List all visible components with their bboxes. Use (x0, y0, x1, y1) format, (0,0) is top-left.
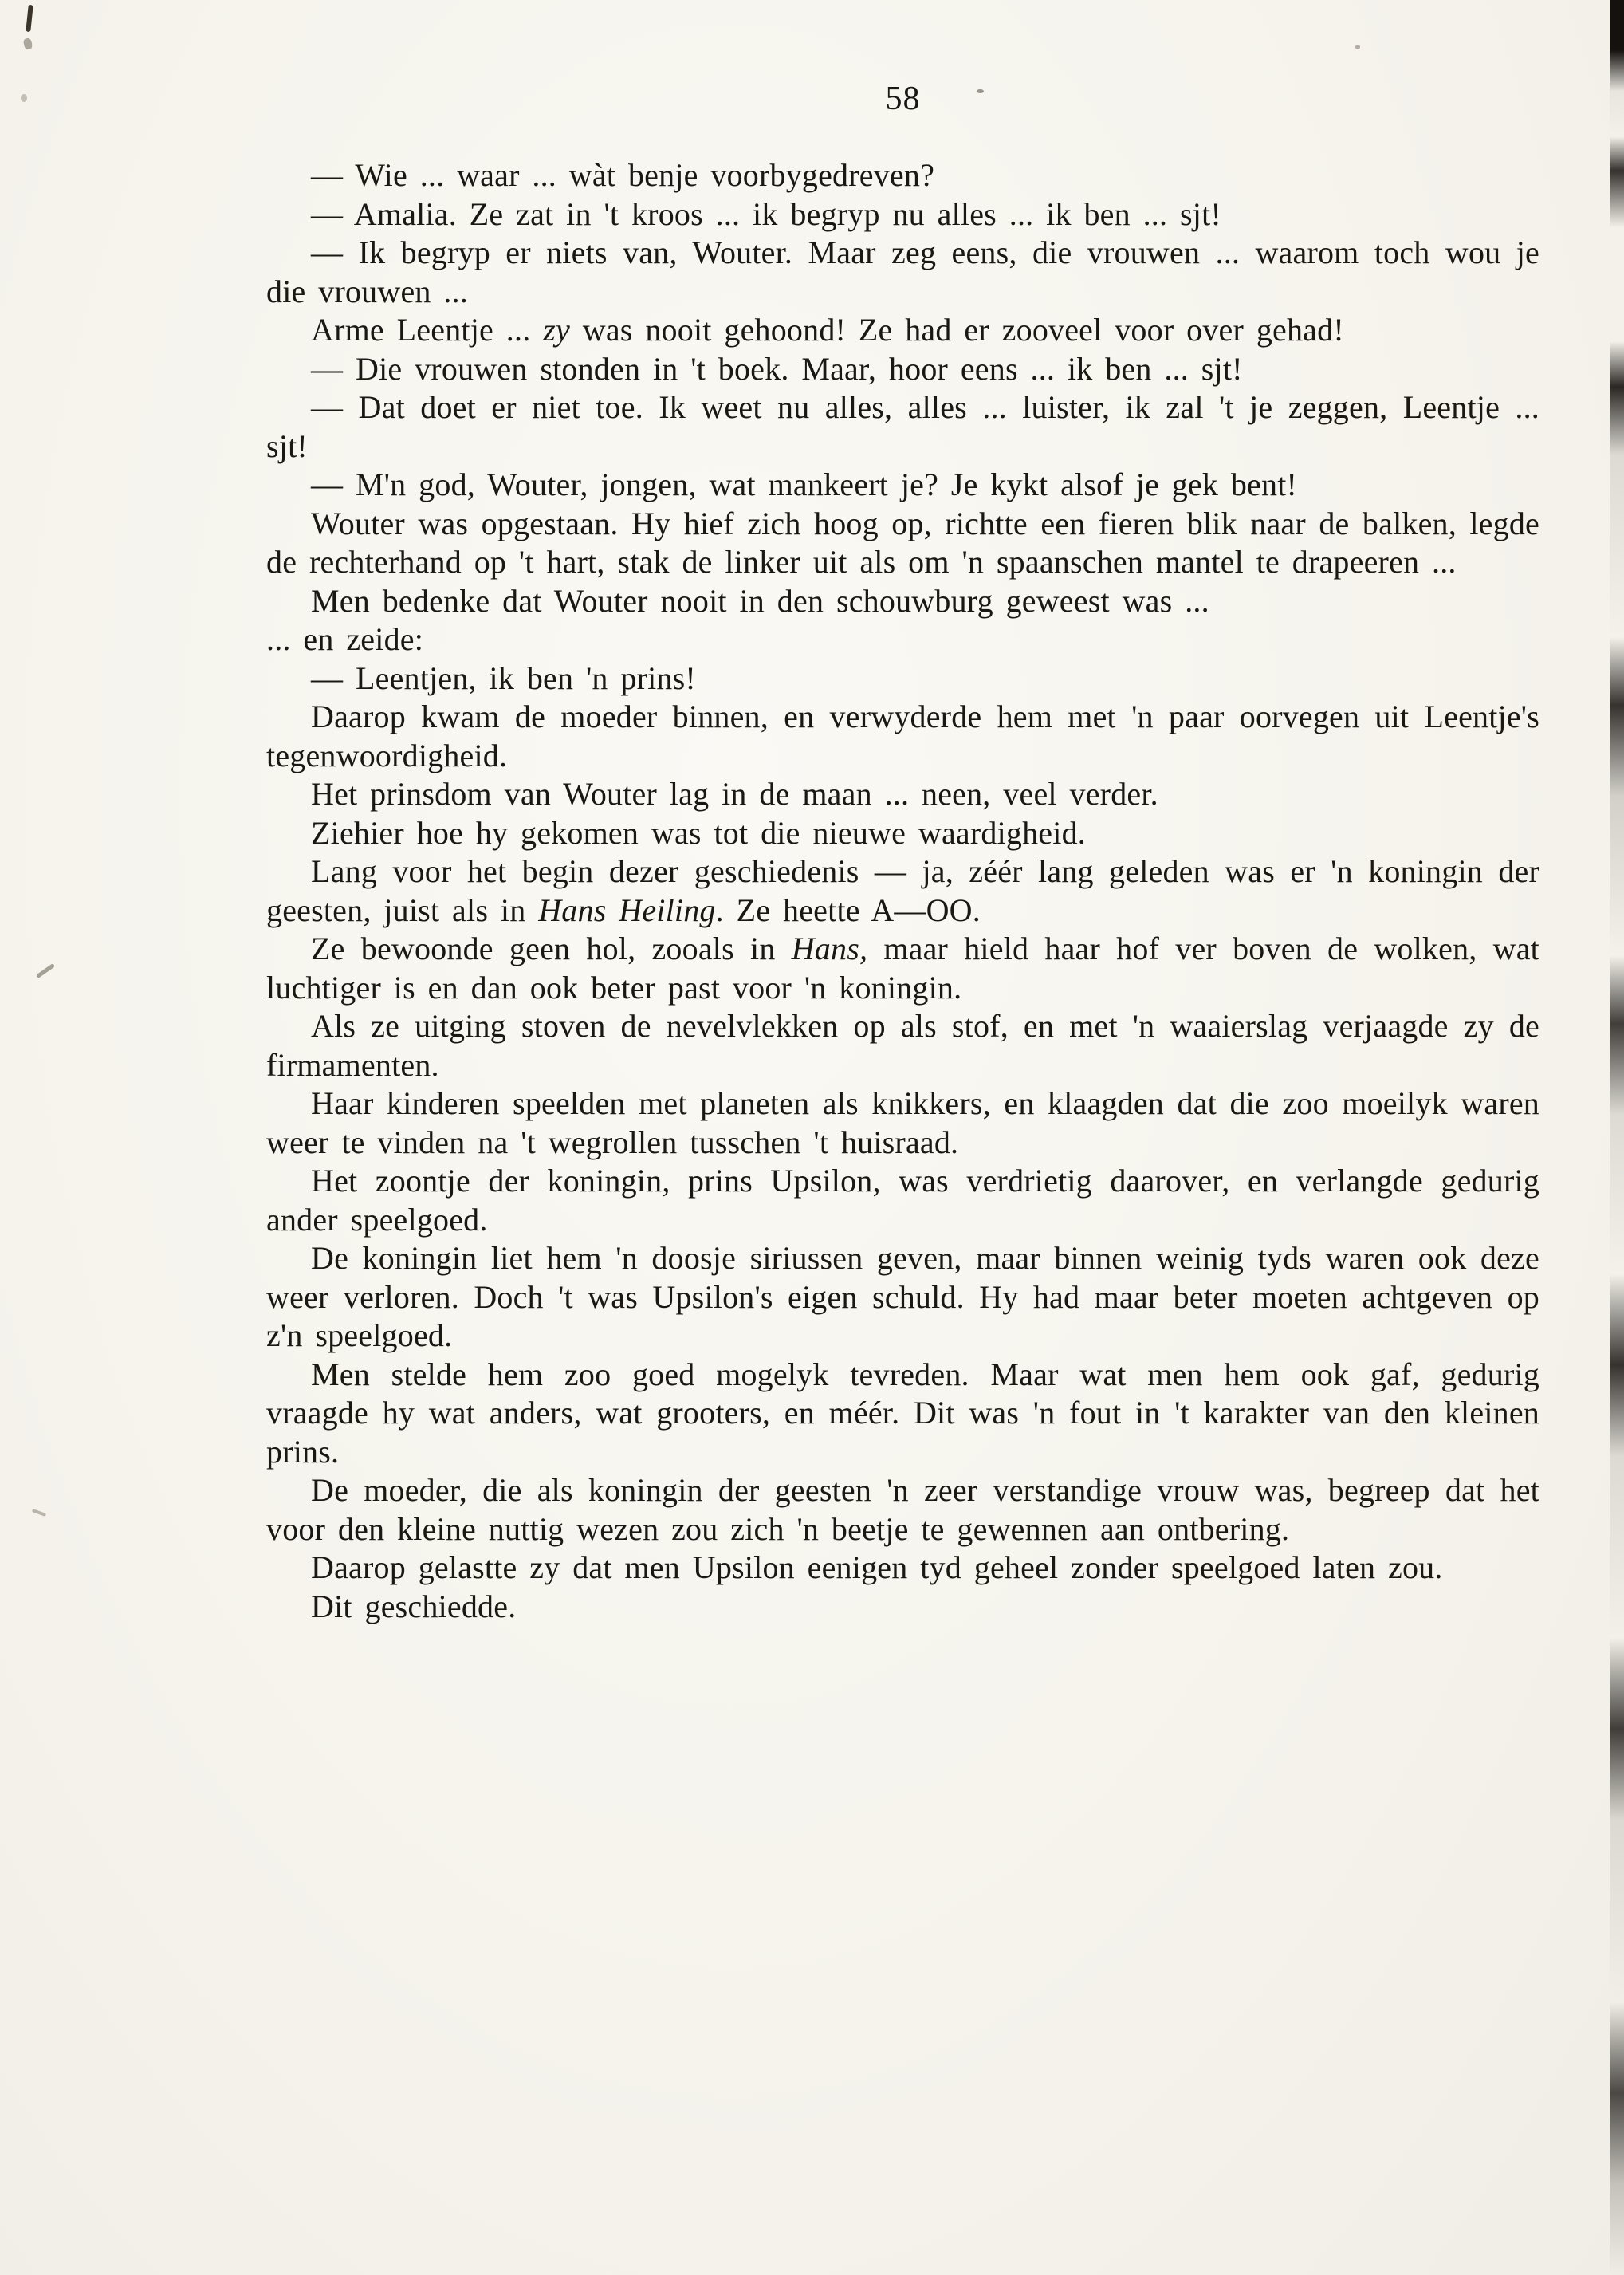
text-segment: — Wie ... waar ... wàt benje voorbygedreven? (311, 157, 935, 193)
dialogue-paragraph (266, 388, 1539, 466)
text-segment: De koningin liet hem 'n doosje siriussen geven, maar binnen weinig tyds waren ook deze weer verloren. Doch 't was Upsilon's eigen schuld. Hy had maar beter moeten achtgeven op z'n speelgoed. (266, 1240, 1539, 1353)
text-segment: Arme Leentje ... (311, 312, 544, 348)
dialogue-paragraph (266, 234, 1539, 311)
paragraph (266, 1162, 1539, 1239)
dialogue-paragraph (266, 156, 1539, 195)
text-segment: — Ik begryp er niets van, Wouter. Maar zeg eens, die vrouwen ... waarom toch wou je die vrouwen ... (266, 234, 1539, 309)
text-segment: Het zoontje der koningin, prins Upsilon, was verdrietig daarover, en verlangde gedurig ander speelgoed. (266, 1163, 1539, 1238)
paragraph (266, 1588, 1539, 1627)
paragraph (266, 620, 1539, 659)
paragraph (266, 311, 1539, 350)
text-segment: — M'n god, Wouter, jongen, wat mankeert je? Je kykt alsof je gek bent! (311, 466, 1298, 502)
paragraph (266, 505, 1539, 582)
pencil-mark (36, 963, 55, 978)
italic-text: Hans Heiling (538, 892, 716, 928)
text-segment: Als ze uitging stoven de nevelvlekken op als stof, en met 'n waaierslag verjaagde zy de firmamenten. (266, 1008, 1539, 1083)
paragraph (266, 1471, 1539, 1549)
page-text (266, 156, 1539, 1626)
text-segment: — Amalia. Ze zat in 't kroos ... ik begryp nu alles ... ik ben ... sjt! (311, 195, 1221, 232)
ink-mark (26, 5, 33, 32)
paragraph (266, 775, 1539, 814)
text-segment: maar hield haar hof ver boven de wolken, wat luchtiger is en dan ook beter past voor 'n koningin. (266, 931, 1539, 1006)
pencil-mark (32, 1509, 46, 1517)
text-segment: Haar kinderen speelden met planeten als knikkers, en klaagden dat die zoo moeilyk waren weer te vinden na 't wegrollen tusschen 't huisraad. (266, 1085, 1539, 1160)
italic-text: Hans, (791, 931, 868, 966)
text-segment: was nooit gehoond! Ze had er zooveel voor over gehad! (569, 312, 1344, 348)
paragraph (266, 1356, 1539, 1472)
text-segment: Daarop kwam de moeder binnen, en verwyderde hem met 'n paar oorvegen uit Leentje's tegenwoordigheid. (266, 699, 1539, 773)
binding-shadow (1610, 0, 1624, 2275)
paragraph (266, 930, 1539, 1007)
dialogue-paragraph (266, 659, 1539, 699)
text-segment: De moeder, die als koningin der geesten 'n zeer verstandige vrouw was, begreep dat het voor den kleine nuttig wezen zou zich 'n beetje te gewennen aan ontbering. (266, 1472, 1539, 1547)
paragraph (266, 582, 1539, 621)
paragraph (266, 1549, 1539, 1588)
italic-text: zy (543, 312, 570, 348)
paragraph (266, 1007, 1539, 1084)
text-segment: . Ze heette A—OO. (715, 892, 981, 928)
text-segment: — Leentjen, ik ben 'n prins! (311, 659, 696, 696)
ink-mark (23, 37, 33, 50)
text-segment: Lang voor het begin dezer geschiedenis — ja, zéér lang geleden was er 'n koningin der geesten, juist als in (266, 853, 1539, 928)
text-segment: Ziehier hoe hy gekomen was tot die nieuwe waardigheid. (311, 814, 1086, 851)
text-segment: Men bedenke dat Wouter nooit in den schouwburg geweest was ... (311, 582, 1209, 619)
page-number: 58 (885, 81, 921, 117)
dialogue-paragraph (266, 195, 1539, 234)
text-segment: Daarop gelastte zy dat men Upsilon eenigen tyd geheel zonder speelgoed laten zou. (311, 1549, 1443, 1585)
text-segment: Dit geschiedde. (311, 1588, 517, 1624)
paragraph (266, 814, 1539, 853)
dialogue-paragraph (266, 350, 1539, 389)
text-segment: ... en zeide: (266, 621, 424, 657)
paragraph (266, 852, 1539, 930)
ink-mark (21, 94, 27, 102)
text-segment: Men stelde hem zoo goed mogelyk tevreden. Maar wat men hem ook gaf, gedurig vraagde hy wat anders, wat grooters, en méér. Dit was 'n fout in 't karakter van den kleinen prins. (266, 1356, 1539, 1470)
text-segment: Wouter was opgestaan. Hy hief zich hoog op, richtte een fieren blik naar de balken, legde de rechterhand op 't hart, stak de linker uit als om 'n spaanschen mantel te drapeeren ... (266, 505, 1539, 580)
paragraph (266, 1239, 1539, 1356)
ink-speck (1355, 45, 1360, 49)
paragraph (266, 698, 1539, 775)
text-segment: Het prinsdom van Wouter lag in de maan ... neen, veel verder. (311, 776, 1158, 812)
dialogue-paragraph (266, 466, 1539, 505)
text-segment: Ze bewoonde geen hol, zooals in (311, 931, 792, 966)
paragraph (266, 1084, 1539, 1162)
text-segment: — Dat doet er niet toe. Ik weet nu alles, alles ... luister, ik zal 't je zeggen, Leentje ... sjt! (266, 389, 1539, 464)
text-segment: — Die vrouwen stonden in 't boek. Maar, hoor eens ... ik ben ... sjt! (311, 350, 1243, 387)
